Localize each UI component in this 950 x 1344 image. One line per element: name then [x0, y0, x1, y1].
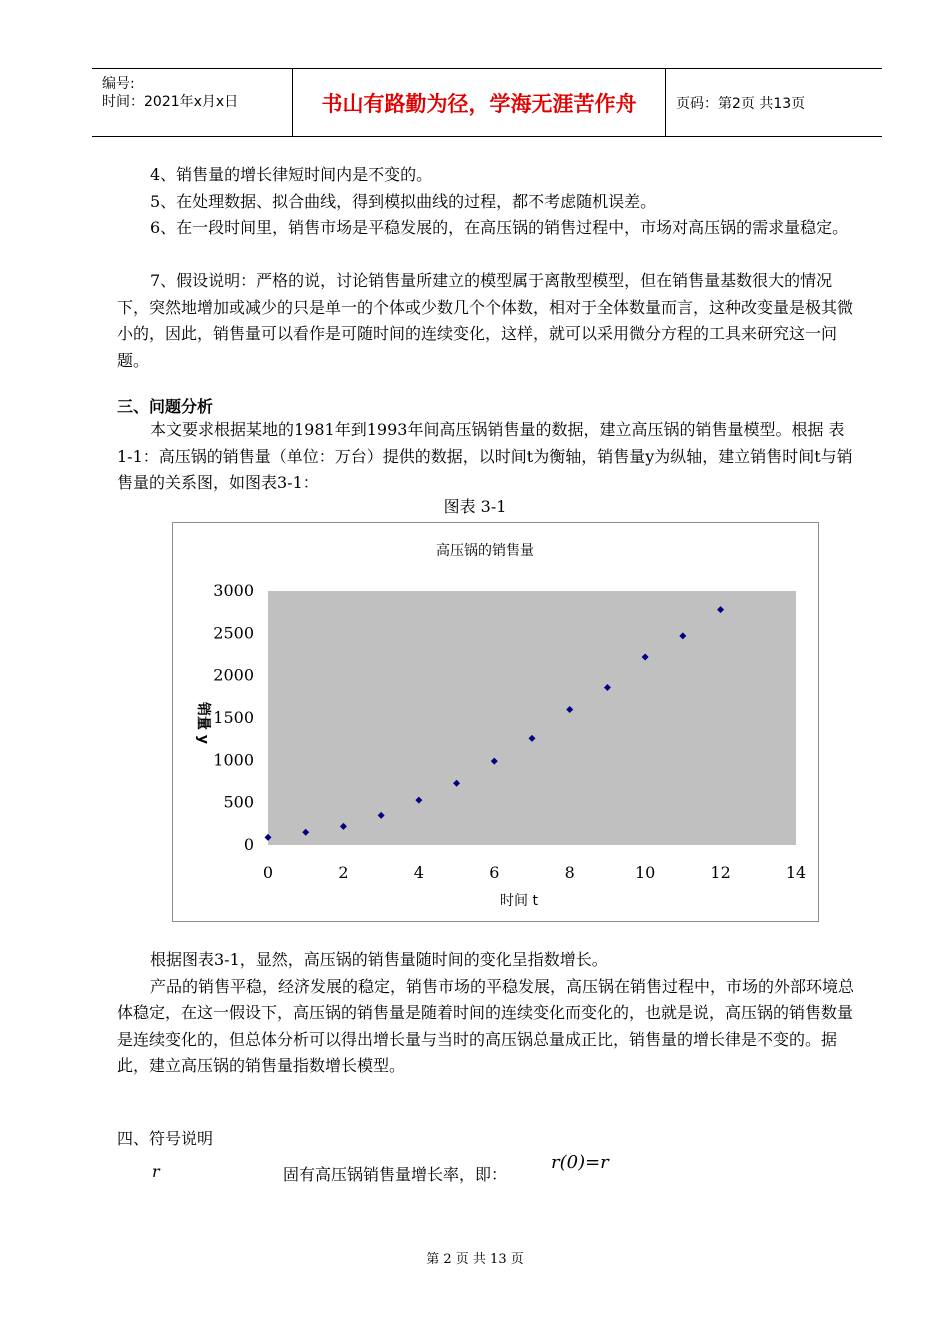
x-tick-label: 12 — [710, 863, 731, 882]
symbol-r-description: 固有高压锅销售量增长率，即： — [283, 1165, 508, 1184]
header-motto: 书山有路勤为径，学海无涯苦作舟 — [292, 69, 666, 136]
page-footer: 第 2 页 共 13 页 — [426, 1252, 524, 1267]
x-axis-ticks — [263, 863, 806, 882]
header-table — [92, 68, 882, 137]
x-tick-label: 6 — [489, 863, 500, 882]
x-tick-label: 2 — [338, 863, 349, 882]
scatter-chart — [173, 523, 818, 921]
header-page-info: 页码：第2页 共13页 — [676, 95, 806, 112]
y-tick-label: 500 — [223, 792, 254, 812]
y-axis-label: 销量 y — [195, 702, 211, 744]
x-tick-label: 8 — [564, 863, 575, 882]
plot-area — [268, 591, 796, 845]
section-4-title: 四、符号说明 — [117, 1129, 214, 1148]
section-3-intro: 本文要求根据某地的1981年到1993年间高压锅销售量的数据，建立高压锅的销售量模型。根据 表1-1：高压锅的销售量（单位：万台）提供的数据，以时间t为衡轴，销售量y为纵轴，建立销售时间t与销售量的关系图，如图表3-1： — [117, 420, 853, 492]
assumption-4: 4、销售量的增长律短时间内是不变的。 — [150, 165, 433, 184]
y-tick-label: 3000 — [213, 581, 254, 600]
header-meta-cell — [92, 69, 292, 136]
analysis-paragraph: 产品的销售平稳，经济发展的稳定，销售市场的平稳发展，高压锅在销售过程中，市场的外部环境总体稳定，在这一假设下，高压锅的销售量是随着时间的连续变化而变化的，也就是说，高压锅的销售数量是连续变化的，但总体分析可以得出增长量与当时的高压锅总量成正比，销售量的增长律是不变的。据此，建立高压锅的销售量指数增长模型。 — [117, 976, 855, 1075]
chart-container — [172, 522, 819, 922]
formula-r0: r(0)=r — [551, 1152, 609, 1173]
x-tick-label: 4 — [413, 863, 424, 882]
y-tick-label: 1000 — [213, 750, 254, 770]
symbol-r: r — [152, 1162, 160, 1181]
section-3-title: 三、问题分析 — [117, 397, 214, 416]
y-tick-label: 2500 — [213, 623, 254, 643]
y-tick-label: 0 — [243, 835, 254, 854]
document-time-label: 时间：2021年x月x日 — [102, 94, 239, 110]
x-tick-label: 10 — [634, 863, 656, 882]
chart-title: 高压锅的销售量 — [436, 543, 534, 559]
assumption-6: 6、在一段时间里，销售市场是平稳发展的，在高压锅的销售过程中，市场对高压锅的需求量稳定。 — [150, 218, 849, 237]
x-axis-label: 时间 t — [500, 893, 538, 909]
y-tick-label: 2000 — [213, 665, 254, 685]
document-number-label: 编号: — [102, 76, 135, 92]
y-tick-label: 1500 — [213, 708, 254, 727]
x-tick-label: 14 — [785, 863, 807, 882]
y-axis-ticks — [213, 581, 254, 854]
assumption-7: 7、假设说明：严格的说，讨论销售量所建立的模型属于离散型模型，但在销售量基数很大的情况下，突然地增加或减少的只是单一的个体或少数几个个体数，相对于全体数量而言，这种改变量是极其微小的，因此，销售量可以看作是可随时间的连续变化，这样，就可以采用微分方程的工具来研究这一问题。 — [117, 271, 854, 370]
figure-caption: 图表 3-1 — [443, 497, 507, 516]
assumption-5: 5、在处理数据、拟合曲线，得到模拟曲线的过程，都不考虑随机误差。 — [150, 191, 657, 211]
x-tick-label: 0 — [262, 863, 274, 882]
analysis-sentence: 根据图表3-1，显然，高压锅的销售量随时间的变化呈指数增长。 — [150, 950, 608, 969]
